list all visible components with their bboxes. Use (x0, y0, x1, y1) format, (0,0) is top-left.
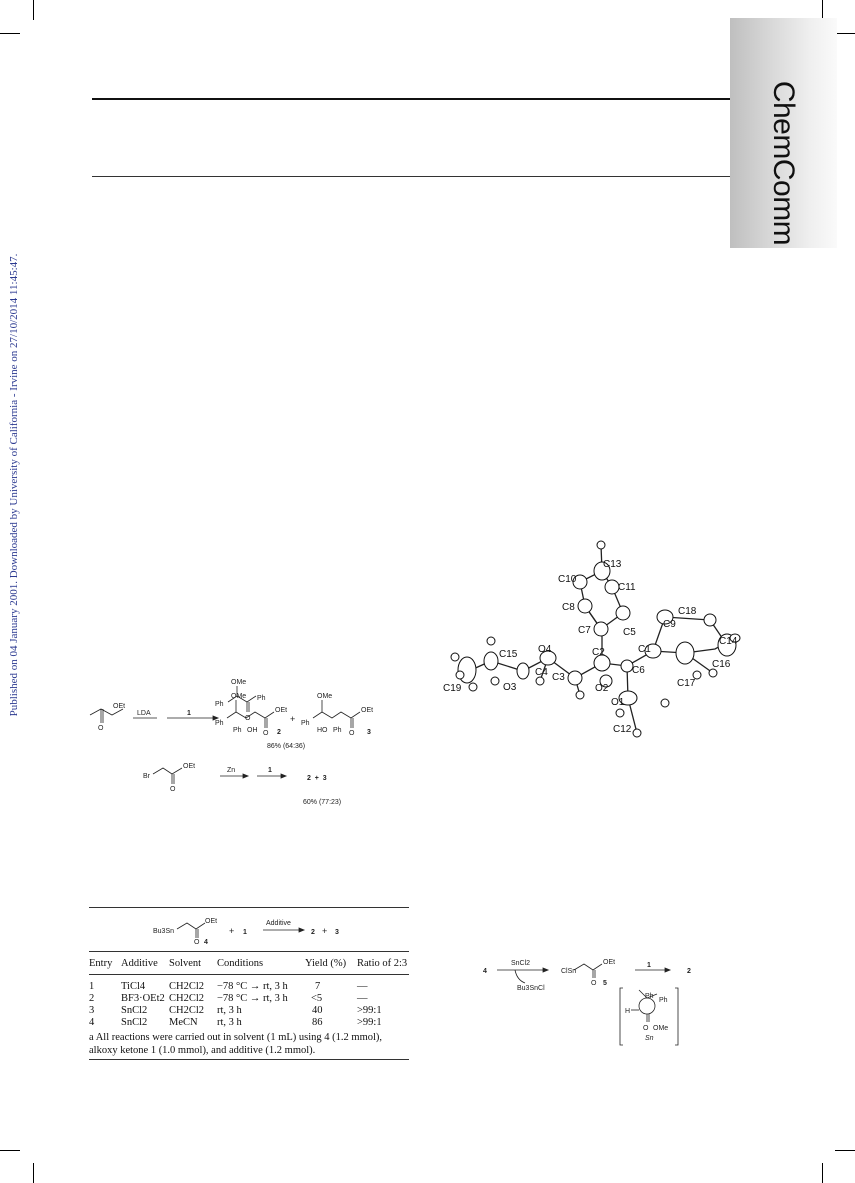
p3-oet: OEt (361, 707, 374, 714)
reagent-oet: OEt (113, 703, 126, 710)
compound-3: 3 (335, 929, 339, 936)
cell-solvent: CH2Cl2 (169, 1005, 205, 1016)
compound-2: 2 (687, 968, 691, 975)
crop-mark (33, 0, 34, 20)
ts-ph-2: Ph (659, 997, 668, 1004)
cell-conditions: −78 °C → rt, 3 h (217, 993, 288, 1004)
p3-ho: HO (317, 727, 328, 734)
p2-oet: OEt (275, 707, 288, 714)
cell-yield: 7 (315, 981, 321, 992)
atom-label: C8 (562, 602, 575, 613)
atom-label: C12 (613, 724, 632, 735)
table-rule (89, 1059, 409, 1060)
atom-label: C15 (499, 649, 518, 660)
lda-label: LDA (137, 710, 151, 717)
reagent-1-b: 1 (268, 767, 272, 774)
cell-additive: TiCl4 (121, 981, 146, 992)
bu3sncl-label: Bu3SnCl (517, 985, 545, 992)
table-row (89, 981, 409, 993)
atom-label: O4 (538, 644, 552, 655)
compound-1: 1 (243, 929, 247, 936)
cell-entry: 2 (89, 993, 95, 1004)
atom-label: C11 (618, 582, 636, 593)
compound-2: 2 (311, 929, 315, 936)
yield-1: 86% (64:36) (267, 743, 306, 750)
cell-conditions: rt, 3 h (217, 1005, 242, 1016)
p3-ph-2: Ph (333, 727, 342, 734)
atom-label: C4 (535, 667, 548, 678)
sncl2-label: SnCl2 (511, 960, 531, 967)
plus-sign-2: + (322, 926, 328, 936)
cell-ratio: >99:1 (357, 1017, 382, 1028)
atom-label: C3 (552, 672, 565, 683)
cell-entry: 1 (89, 981, 95, 992)
p3-ome: OMe (317, 693, 333, 700)
atom-label: C2 (592, 647, 605, 658)
br-label: Br (143, 773, 150, 780)
ketone-o: O (245, 715, 251, 722)
ts-ph-1: Ph (645, 993, 654, 1000)
compound-1: 1 (647, 962, 651, 969)
col-entry: Entry (89, 958, 113, 969)
p2-ph: Ph (215, 720, 224, 727)
ts-sn: Sn (645, 1035, 654, 1042)
header-rule (92, 98, 752, 100)
cell-conditions: −78 °C → rt, 3 h (217, 981, 288, 992)
col-solvent: Solvent (169, 958, 202, 969)
atom-label: C17 (677, 678, 696, 689)
table-header-row (89, 958, 409, 970)
col-additive: Additive (121, 958, 158, 969)
atom-label: C7 (578, 625, 591, 636)
ketone-ph: Ph (215, 701, 224, 708)
crop-mark (0, 33, 20, 34)
p2-o: O (263, 730, 269, 737)
table-rule (89, 951, 409, 952)
reagent-1: 1 (187, 710, 191, 717)
ts-o: O (643, 1025, 649, 1032)
table-row (89, 1017, 409, 1029)
crop-mark (0, 1150, 20, 1151)
atom-label: C14 (719, 636, 738, 647)
p2-number: 2 (277, 729, 281, 736)
crop-mark (835, 33, 855, 34)
clsn-label: ClSn (561, 968, 577, 975)
atom-label: C9 (663, 619, 676, 630)
table-row (89, 993, 409, 1005)
plus-sign: + (229, 926, 235, 936)
cell-yield: 40 (312, 1005, 323, 1016)
table-rule (89, 907, 409, 908)
compound-4: 4 (204, 939, 208, 945)
cell-ratio: — (357, 993, 368, 1004)
cell-additive: SnCl2 (121, 1005, 148, 1016)
crop-mark (822, 1163, 823, 1183)
bromo-o: O (170, 786, 176, 793)
col-yield: Yield (%) (305, 958, 347, 969)
compound-5: 5 (603, 980, 607, 987)
p3-number: 3 (367, 729, 371, 736)
atom-label: C6 (632, 665, 645, 676)
download-note[interactable]: Published on 04 January 2001. Downloaded by University of California - Irvine on 27/10/2014 11:45:47. (8, 253, 20, 717)
oet-label: OEt (603, 959, 616, 966)
cell-solvent: CH2Cl2 (169, 981, 205, 992)
compound-4: 4 (483, 968, 487, 975)
tin-label: Bu3Sn (153, 928, 175, 935)
atom-label: C1 (638, 644, 651, 655)
cell-yield: <5 (311, 993, 323, 1004)
table-row (89, 1005, 409, 1017)
plus-sign: + (290, 714, 296, 724)
cell-ratio: — (357, 981, 368, 992)
ketone-ome: OMe (231, 679, 247, 686)
col-conditions: Conditions (217, 958, 264, 969)
yield-2: 60% (77:23) (303, 799, 342, 806)
cell-solvent: CH2Cl2 (169, 993, 205, 1004)
cell-entry: 4 (89, 1017, 95, 1028)
additive-label: Additive (266, 920, 291, 927)
cell-additive: BF3·OEt2 (121, 993, 165, 1004)
crop-mark (822, 0, 823, 20)
cell-entry: 3 (89, 1005, 95, 1016)
cell-ratio: >99:1 (357, 1005, 382, 1016)
crop-mark (835, 1150, 855, 1151)
p2-ph-2: Ph (233, 727, 242, 734)
p2-ome: OMe (231, 693, 247, 700)
bromo-oet: OEt (183, 763, 196, 770)
o-label: O (591, 980, 597, 987)
atom-label: O3 (503, 682, 517, 693)
header-rule-thin (92, 176, 752, 177)
products-2-3: 2 + 3 (307, 775, 327, 782)
zn-label: Zn (227, 767, 236, 774)
atom-label: C18 (678, 606, 697, 617)
atom-label: O1 (611, 697, 625, 708)
atom-label: O2 (595, 683, 609, 694)
crystal-structure (425, 535, 755, 770)
reagent-o: O (98, 725, 104, 732)
journal-name: ChemComm (767, 80, 800, 246)
ts-ome: OMe (653, 1025, 669, 1032)
o-label: O (194, 939, 200, 945)
table-footnote: a All reactions were carried out in solvent (1 mL) using 4 (1.2 mmol), alkoxy ketone 1 (1.0 mmol), and additive (1.2 mmol). (89, 1032, 383, 1056)
ketone-ph-2: Ph (257, 695, 266, 702)
atom-label: C13 (603, 559, 622, 570)
cell-solvent: MeCN (169, 1017, 198, 1028)
atom-label: C5 (623, 627, 636, 638)
p3-ph: Ph (301, 720, 310, 727)
cell-additive: SnCl2 (121, 1017, 148, 1028)
col-ratio: Ratio of 2:3 (357, 958, 408, 969)
atom-label: C19 (443, 683, 462, 694)
cell-conditions: rt, 3 h (217, 1017, 242, 1028)
crop-mark (33, 1163, 34, 1183)
p3-o: O (349, 730, 355, 737)
scheme-1 (85, 660, 415, 820)
table-rule (89, 974, 409, 975)
scheme-2 (475, 950, 715, 1050)
table-scheme (129, 913, 399, 945)
ts-h: H (625, 1008, 631, 1015)
oet-label: OEt (205, 918, 218, 925)
p2-oh: OH (247, 727, 258, 734)
atom-label: C10 (558, 574, 577, 585)
cell-yield: 86 (312, 1017, 323, 1028)
atom-label: C16 (712, 659, 731, 670)
